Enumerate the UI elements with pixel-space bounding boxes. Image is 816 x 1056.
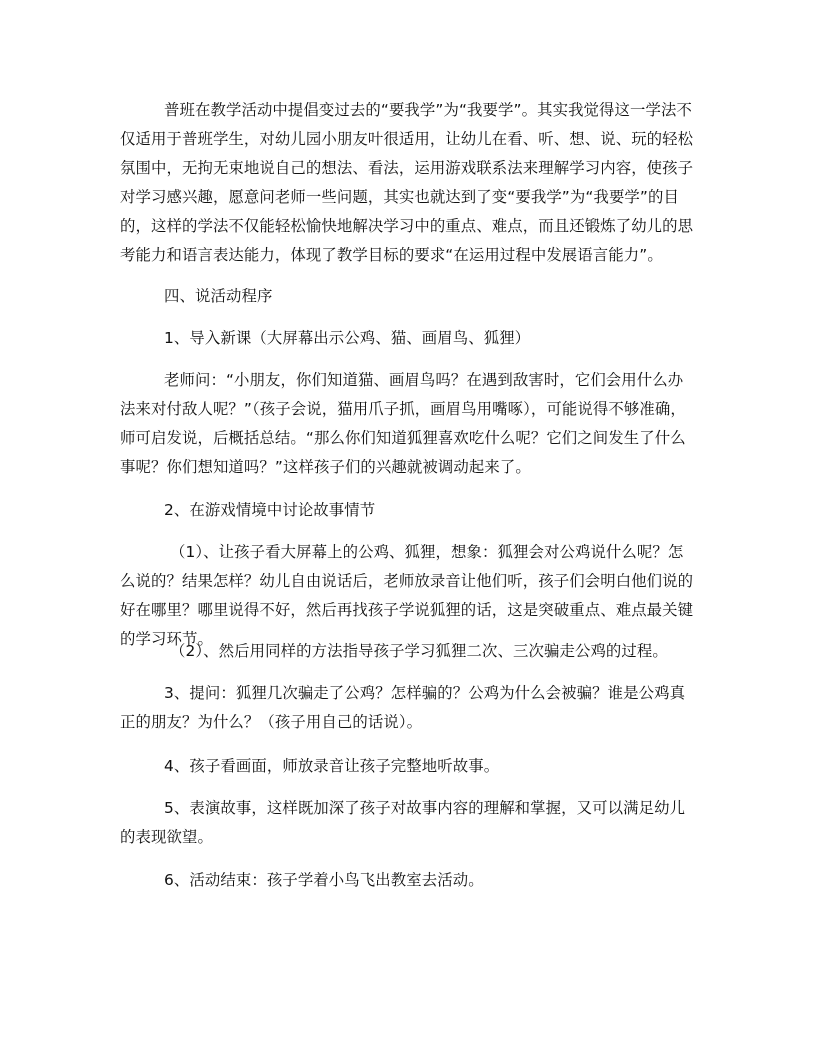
paragraph-step-3-questions: 3、提问：狐狸几次骗走了公鸡？怎样骗的？公鸡为什么会被骗？谁是公鸡真正的朋友？为什么？（孩子用自己的话说）。	[120, 684, 686, 731]
paragraph-substep-1: （1）、让孩子看大屏幕上的公鸡、狐狸，想象：狐狸会对公鸡说什么呢？怎么说的？结果怎样？幼儿自由说话后，老师放录音让他们听，孩子们会明白他们说的好在哪里？哪里说得不好，然后再找孩子学说狐狸的话，这是突破重点、难点最关键的学习环节。	[120, 543, 694, 648]
paragraph-learning-method: 普班在教学活动中提倡变过去的“要我学”为“我要学”。其实我觉得这一学法不仅适用于普班学生，对幼儿园小朋友叶很适用，让幼儿在看、听、想、说、玩的轻松氛围中，无拘无束地说自己的想法、看法，运用游戏联系法来理解学习内容，使孩子对学习感兴趣，愿意问老师一些问题，其实也就达到了变“要我学”为“我要学”的目的，这样的学法不仅能轻松愉快地解决学习中的重点、难点，而且还锻炼了幼儿的思考能力和语言表达能力，体现了教学目标的要求“在运用过程中发展语言能力”。	[120, 101, 694, 264]
paragraph-step-5: 5、表演故事，这样既加深了孩子对故事内容的理解和掌握，又可以满足幼儿的表现欲望。	[120, 799, 686, 846]
paragraph-step-4: 4、孩子看画面，师放录音让孩子完整地听故事。	[164, 757, 500, 775]
step-1-heading: 1、导入新课（大屏幕出示公鸡、猫、画眉鸟、狐狸）	[164, 329, 531, 347]
step-2-heading: 2、在游戏情境中讨论故事情节	[164, 501, 376, 519]
paragraph-substep-2: （2）、然后用同样的方法指导孩子学习狐狸二次、三次骗走公鸡的过程。	[170, 642, 668, 660]
paragraph-step-6: 6、活动结束：孩子学着小鸟飞出教室去活动。	[164, 871, 484, 889]
paragraph-teacher-question: 老师问：“小朋友，你们知道猫、画眉鸟吗？在遇到敌害时，它们会用什么办法来对付敌人呢？”（孩子会说，猫用爪子抓，画眉鸟用嘴啄），可能说得不够准确，师可启发说，后概括总结。“那么你们知道狐狸喜欢吃什么呢？它们之间发生了什么事呢？你们想知道吗？”这样孩子们的兴趣就被调动起来了。	[120, 371, 686, 476]
section-heading-activity-procedure: 四、说活动程序	[164, 287, 273, 305]
